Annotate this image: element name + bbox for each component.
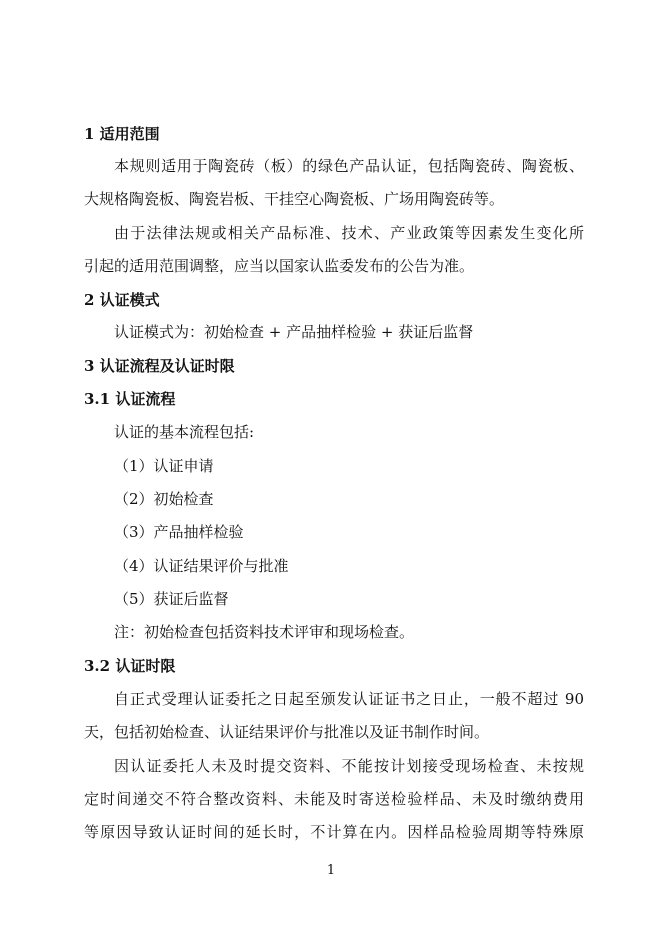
- list-item: （3）产品抽样检验: [114, 523, 244, 541]
- heading-scope: 1 适用范围: [84, 125, 160, 143]
- heading-certification-mode: 2 认证模式: [84, 291, 160, 309]
- page-number: 1: [326, 863, 336, 878]
- list-item: （4）认证结果评价与批准: [114, 557, 289, 575]
- list-item: （1）认证申请: [114, 457, 214, 475]
- paragraph-line: 本规则适用于陶瓷砖（板）的绿色产品认证，包括陶瓷砖、陶瓷板、: [114, 157, 584, 175]
- paragraph-line: 因认证委托人未及时提交资料、不能按计划接受现场检查、未按规: [114, 757, 584, 775]
- note-line: 注：初始检查包括资料技术评审和现场检查。: [114, 623, 415, 641]
- paragraph-line: 定时间递交不符合整改资料、未能及时寄送检验样品、未及时缴纳费用: [84, 790, 584, 808]
- heading-time-limit: 3.2 认证时限: [84, 657, 176, 675]
- paragraph-line: 引起的适用范围调整，应当以国家认监委发布的公告为准。: [84, 257, 475, 275]
- heading-process: 3.1 认证流程: [84, 390, 176, 408]
- list-item: （2）初始检查: [114, 490, 214, 508]
- paragraph-line: 由于法律法规或相关产品标准、技术、产业政策等因素发生变化所: [114, 224, 584, 242]
- paragraph-line: 自正式受理认证委托之日起至颁发认证证书之日止，一般不超过 90: [114, 690, 584, 708]
- list-item: （5）获证后监督: [114, 590, 229, 608]
- paragraph-line: 认证模式为：初始检查 + 产品抽样检验 + 获证后监督: [114, 323, 474, 341]
- paragraph-line: 天，包括初始检查、认证结果评价与批准以及证书制作时间。: [84, 723, 490, 741]
- paragraph-line: 认证的基本流程包括:: [114, 423, 255, 441]
- paragraph-line: 大规格陶瓷板、陶瓷岩板、干挂空心陶瓷板、广场用陶瓷砖等。: [84, 190, 505, 208]
- paragraph-line: 等原因导致认证时间的延长时，不计算在内。因样品检验周期等特殊原: [84, 823, 584, 841]
- heading-process-and-time-limit: 3 认证流程及认证时限: [84, 357, 235, 375]
